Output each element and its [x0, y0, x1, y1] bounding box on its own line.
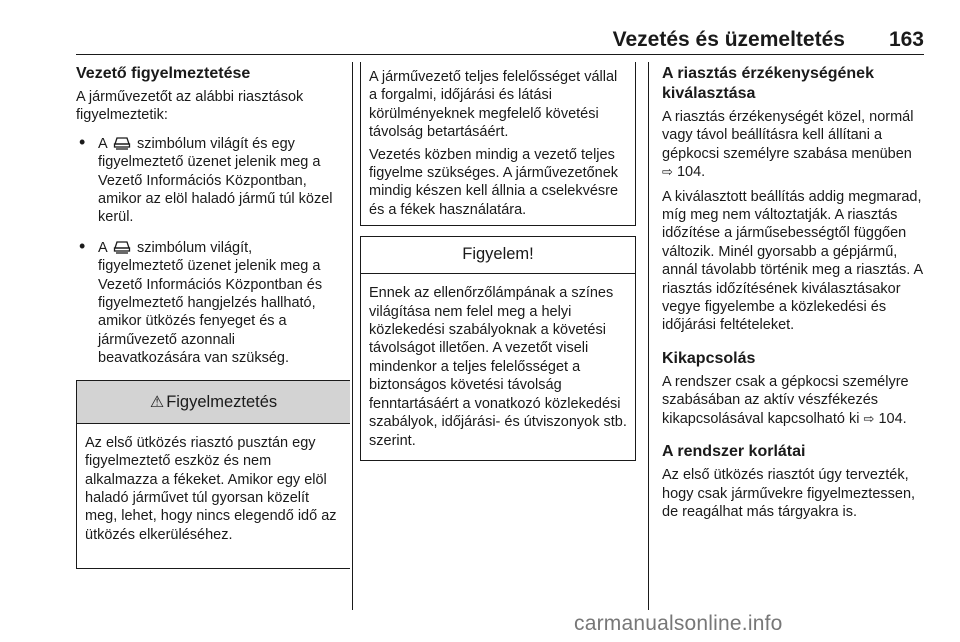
warning-triangle-icon: ⚠ [149, 393, 165, 411]
watermark: carmanualsonline.info [574, 612, 783, 635]
arrow-ref-icon: ⇨ [662, 164, 673, 180]
header-divider [76, 54, 924, 55]
list-item [76, 131, 338, 227]
list-item-text: szimbólum világít, figyelmeztető üzenet jelenik meg a Vezető Információs Központban és figyelmeztető hangjelzés hallható, amikor ütközés fenyeget és a járművezető azonnali beavatkozására van szükség. [98, 239, 323, 367]
list-item-prefix: A [98, 135, 107, 152]
warning-box-title: Figyelmeztetés [166, 392, 278, 411]
section-intro: A járművezetőt az alábbi riasztások figyelmeztetik: [76, 89, 304, 124]
paragraph [662, 108, 924, 182]
bullet-icon: • [79, 131, 86, 152]
warning-box-header [77, 381, 350, 424]
column-2 [364, 62, 632, 461]
attention-box [360, 236, 636, 461]
continued-paragraph: Vezetés közben mindig a vezető teljes figyelme szükséges. A járművezetőnek mindig készen kell állnia a cselekvésre és a fékek használatára. [369, 146, 619, 218]
paragraph [662, 373, 924, 428]
page-header [76, 28, 924, 52]
section-title-disable: Kikapcsolás [662, 349, 756, 367]
list-item-text: szimbólum világít és egy figyelmeztető üzenet jelenik meg a Vezető Információs Központban, amikor az elöl haladó jármű túl közel kerül. [98, 135, 333, 226]
section-title-sensitivity: A riasztás érzékenységének kiválasztása [662, 65, 874, 102]
warning-box-continued-body [361, 62, 635, 225]
paragraph-text: A riasztás érzékenységét közel, normál vagy távol beállításra kell állítani a gépkocsi személyre szabása menüben [662, 109, 914, 162]
attention-box-header [361, 237, 635, 274]
section-title-limitations: A rendszer korlátai [662, 443, 806, 461]
paragraph-text: A rendszer csak a gépkocsi személyre szabásában az aktív vészfékezés kikapcsolásával kapcsolható ki [662, 373, 909, 427]
paragraph: A kiválasztott beállítás addig megmarad, míg meg nem változtatják. A riasztás időzítése a járműsebességtől függően változik. Minél gyorsabb a gépjármű, annál távolabb történik meg a riasztás. A riasztás időzítésének kiválasztásakor vegye figyelembe a közlekedési és időjárási feltételeket. [662, 188, 923, 334]
column-divider-left [352, 62, 353, 610]
bullet-icon: • [79, 235, 86, 256]
warning-box [76, 380, 350, 569]
column-3 [662, 64, 924, 527]
vehicle-ahead-icon [113, 240, 131, 254]
attention-box-text: Ennek az ellenőrzőlámpának a színes világítása nem felel meg a helyi közlekedési szabályoknak a követési távolságot illetően. A vezetőt viseli mindenkor a teljes felelősséget a biztonságos követési távolság fenntartásáért a vonatkozó közlekedési szabályok, időjárási- és útviszonyok stb. szerint. [369, 285, 627, 449]
attention-box-body [361, 274, 635, 460]
arrow-ref-icon: ⇨ [863, 410, 875, 426]
paragraph: Az első ütközés riasztót úgy tervezték, hogy csak járművekre figyelmeztessen, de reagálhat más tárgyakra is. [662, 467, 916, 520]
vehicle-ahead-icon [113, 136, 131, 150]
list-item [76, 235, 338, 368]
attention-box-title: Figyelem! [462, 245, 534, 264]
page-number: 163 [888, 28, 924, 51]
page-header-title: Vezetés és üzemeltetés [612, 28, 845, 51]
column-1 [76, 64, 338, 569]
continued-paragraph: A járművezető teljes felelősséget vállal a forgalmi, időjárási és látási körülményeknek megfelelő követési távolság betartásáért. [369, 69, 618, 141]
list-item-prefix: A [98, 239, 107, 256]
warning-box-text: Az első ütközés riasztó pusztán egy figyelmeztető eszköz és nem alkalmazza a fékeket. Amikor egy elöl haladó járművet túl gyorsan közelít meg, lehet, hogy nincs elegendő idő az ütközés elkerüléséhez. [85, 434, 337, 543]
warning-box-body [77, 424, 350, 568]
warning-list [76, 131, 338, 368]
page-ref[interactable]: 104. [878, 410, 907, 427]
column-divider-right [648, 62, 649, 610]
page-ref[interactable]: 104. [676, 164, 706, 181]
warning-box-continued [360, 62, 636, 226]
section-title-driver-warning: Vezető figyelmeztetése [76, 65, 251, 82]
